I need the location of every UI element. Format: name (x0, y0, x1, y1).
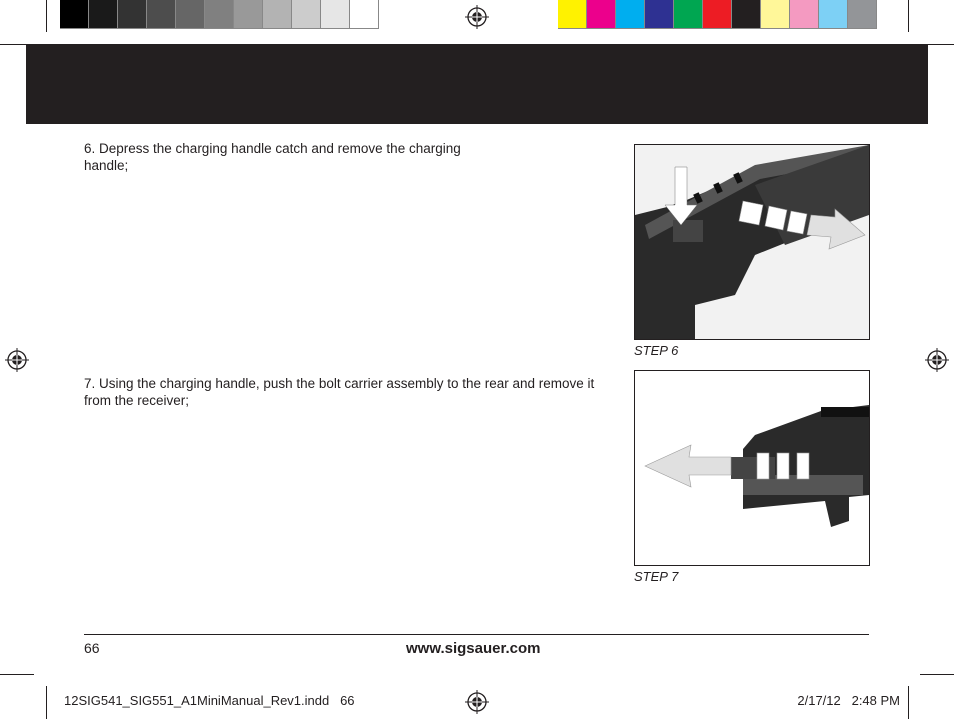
color-swatch (263, 0, 292, 29)
color-swatch (558, 0, 587, 29)
crop-mark (46, 0, 47, 32)
crop-mark (908, 0, 909, 32)
color-swatch (732, 0, 761, 29)
step-7-photo (634, 370, 870, 566)
color-swatch (819, 0, 848, 29)
gray-color-bar (60, 0, 379, 32)
step-7-caption: STEP 7 (634, 569, 679, 584)
slug-date: 2/17/12 2:48 PM (797, 693, 900, 708)
color-swatch (350, 0, 379, 29)
color-swatch (60, 0, 89, 29)
color-swatch (147, 0, 176, 29)
color-swatch (616, 0, 645, 29)
registration-mark-icon (5, 348, 29, 372)
color-swatch (645, 0, 674, 29)
registration-mark-icon (925, 348, 949, 372)
color-swatch (587, 0, 616, 29)
page-header-bar (26, 44, 928, 124)
slug-filename: 12SIG541_SIG551_A1MiniManual_Rev1.indd 66 (64, 693, 355, 708)
color-swatch (703, 0, 732, 29)
color-swatch (176, 0, 205, 29)
color-swatch (848, 0, 877, 29)
color-swatch (790, 0, 819, 29)
process-color-bar (558, 0, 877, 32)
step-7-text: 7. Using the charging handle, push the bolt carrier assembly to the rear and remove it from the receiver; (84, 376, 595, 408)
color-swatch (321, 0, 350, 29)
color-swatch (89, 0, 118, 29)
crop-mark (920, 674, 954, 675)
color-swatch (234, 0, 263, 29)
step-6-caption: STEP 6 (634, 343, 679, 358)
crop-mark (908, 686, 909, 719)
color-swatch (674, 0, 703, 29)
website-url[interactable]: www.sigsauer.com (406, 640, 541, 657)
color-swatch (761, 0, 790, 29)
page-number: 66 (84, 640, 100, 656)
color-swatch (205, 0, 234, 29)
color-swatch (118, 0, 147, 29)
crop-mark (0, 674, 34, 675)
step-6-text: 6. Depress the charging handle catch and remove the charging handle; (84, 141, 461, 173)
registration-mark-icon (465, 690, 489, 714)
footer-rule (84, 634, 869, 635)
registration-mark-icon (465, 5, 489, 29)
crop-mark (46, 686, 47, 719)
color-swatch (292, 0, 321, 29)
step-6-photo (634, 144, 870, 340)
